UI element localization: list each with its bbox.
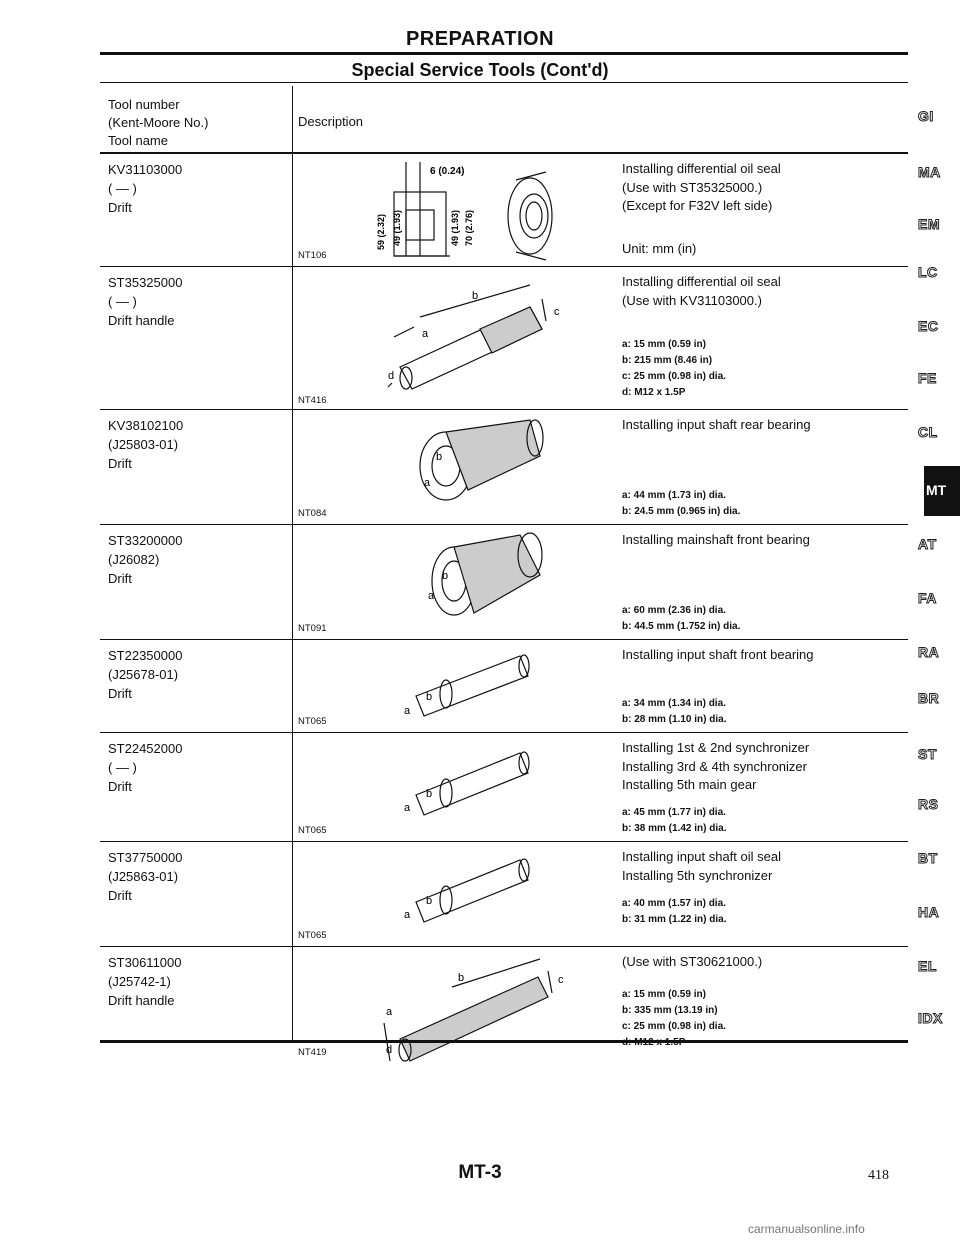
figure-code: NT091 xyxy=(298,623,327,634)
tool-number: ST30611000 xyxy=(108,955,182,970)
tool-name: Drift xyxy=(108,779,132,794)
table-row xyxy=(100,842,908,947)
watermark: carmanualsonline.info xyxy=(748,1222,865,1236)
header-kent-moore: (Kent-Moore No.) xyxy=(108,115,209,130)
tool-cell xyxy=(108,531,182,588)
spec-list xyxy=(622,603,740,635)
tool-cell xyxy=(108,160,182,217)
description xyxy=(622,646,814,665)
table-bottom-rule xyxy=(100,1040,908,1043)
spec-list xyxy=(622,805,726,837)
side-index-em[interactable]: EM xyxy=(918,216,940,232)
description-line: (Use with ST35325000.) xyxy=(622,179,763,195)
kent-moore-number: ( — ) xyxy=(108,181,137,196)
description-line: Installing 5th main gear xyxy=(622,777,757,792)
dim-d: 70 (2.76) xyxy=(464,209,474,246)
tool-number: ST22452000 xyxy=(108,741,183,756)
kent-moore-number: (J25863-01) xyxy=(108,869,179,884)
spec-line: a: 60 mm (2.36 in) dia. xyxy=(622,605,726,616)
tool-name: Drift handle xyxy=(108,993,175,1008)
side-index-ra[interactable]: RA xyxy=(918,644,940,660)
spec-line: a: 40 mm (1.57 in) dia. xyxy=(622,898,726,909)
side-index-idx[interactable]: IDX xyxy=(918,1010,943,1026)
side-index-cl[interactable]: CL xyxy=(918,424,938,440)
side-index-at[interactable]: AT xyxy=(918,536,937,552)
table-row xyxy=(100,947,908,1065)
side-index-lc[interactable]: LC xyxy=(918,264,938,280)
figure-code: NT065 xyxy=(298,930,327,941)
label-b: b xyxy=(458,972,465,984)
description-line: Installing input shaft front bearing xyxy=(622,647,814,662)
page-code: MT-3 xyxy=(458,1162,502,1183)
subtitle-rule xyxy=(100,82,908,83)
description-line: Installing input shaft oil seal xyxy=(622,849,781,864)
spec-line: b: 335 mm (13.19 in) xyxy=(622,1005,718,1016)
side-index-bt[interactable]: BT xyxy=(918,850,938,866)
spec-list xyxy=(622,337,726,401)
kent-moore-number: (J25742-1) xyxy=(108,974,171,989)
spec-list xyxy=(622,696,726,728)
side-index-ec[interactable]: EC xyxy=(918,318,939,334)
description xyxy=(622,273,781,310)
spec-line: a: 45 mm (1.77 in) dia. xyxy=(622,807,726,818)
description-line: Installing 5th synchronizer xyxy=(622,867,773,883)
table-row xyxy=(100,154,908,267)
tools-table xyxy=(100,86,908,1065)
table-row xyxy=(100,410,908,525)
label-a: a xyxy=(424,477,431,489)
header-description: Description xyxy=(298,114,364,129)
drift-illustration xyxy=(340,158,570,262)
tool-name: Drift xyxy=(108,686,132,701)
tool-number: ST33200000 xyxy=(108,533,183,548)
tool-cell xyxy=(108,416,183,473)
page-subtitle: Special Service Tools (Cont'd) xyxy=(351,60,609,80)
page-number: 418 xyxy=(868,1168,889,1183)
header-tool-number: Tool number xyxy=(108,97,180,112)
label-c: c xyxy=(554,306,560,318)
tool-cell xyxy=(108,953,182,1010)
dim-top: 6 (0.24) xyxy=(430,166,465,177)
description-line: Installing differential oil seal xyxy=(622,161,781,176)
spec-line: b: 44.5 mm (1.752 in) dia. xyxy=(622,621,741,632)
description xyxy=(622,848,781,885)
side-index-ma[interactable]: MA xyxy=(918,164,941,180)
spec-line: b: 38 mm (1.42 in) dia. xyxy=(622,823,727,834)
side-index-gi[interactable]: GI xyxy=(918,108,934,124)
description xyxy=(622,739,809,795)
drift-illustration xyxy=(370,529,560,629)
label-b: b xyxy=(442,570,449,582)
figure-code: NT084 xyxy=(298,508,327,519)
description-line: Installing differential oil seal xyxy=(622,274,781,289)
tool-number: ST35325000 xyxy=(108,275,183,290)
label-a: a xyxy=(422,328,429,340)
drift-handle-illustration xyxy=(360,953,580,1063)
label-a: a xyxy=(386,1006,393,1018)
spec-list xyxy=(622,488,740,520)
tool-number: ST22350000 xyxy=(108,648,183,663)
spec-line: b: 28 mm (1.10 in) dia. xyxy=(622,714,727,725)
label-b: b xyxy=(426,788,433,800)
spec-line: c: 25 mm (0.98 in) dia. xyxy=(622,371,726,382)
tool-number: ST37750000 xyxy=(108,850,183,865)
drift-illustration xyxy=(370,416,560,516)
header-tool-name: Tool name xyxy=(108,133,168,148)
description-line: Installing input shaft rear bearing xyxy=(622,417,811,432)
label-b: b xyxy=(426,691,433,703)
label-b: b xyxy=(436,451,443,463)
description xyxy=(622,416,811,435)
label-b: b xyxy=(426,895,433,907)
tool-name: Drift xyxy=(108,571,132,586)
figure-code: NT106 xyxy=(298,250,327,261)
label-d: d xyxy=(388,370,395,382)
label-c: c xyxy=(558,974,564,986)
tool-cell xyxy=(108,646,182,703)
kent-moore-number: (J25803-01) xyxy=(108,437,179,452)
description xyxy=(622,160,781,216)
title-rule xyxy=(100,52,908,55)
tool-name: Drift xyxy=(108,456,132,471)
description-line: Installing 1st & 2nd synchronizer xyxy=(622,740,810,755)
page-title: PREPARATION xyxy=(405,28,555,50)
tool-name: Drift handle xyxy=(108,313,175,328)
table-row xyxy=(100,267,908,410)
label-d: d xyxy=(386,1044,393,1056)
tool-number: KV31103000 xyxy=(108,162,183,177)
side-index-ha[interactable]: HA xyxy=(918,904,940,920)
table-row xyxy=(100,525,908,640)
tool-cell xyxy=(108,739,182,796)
tool-cell xyxy=(108,848,182,905)
spec-line: a: 44 mm (1.73 in) dia. xyxy=(622,490,726,501)
table-row xyxy=(100,733,908,842)
header-tool-column xyxy=(108,96,208,150)
kent-moore-number: (J26082) xyxy=(108,552,160,567)
spec-line: c: 25 mm (0.98 in) dia. xyxy=(622,1021,726,1032)
dim-b: 49 (1.93) xyxy=(392,209,402,246)
side-index-el[interactable]: EL xyxy=(918,958,937,974)
label-a: a xyxy=(404,909,411,921)
side-index-br[interactable]: BR xyxy=(918,690,940,706)
side-index-st[interactable]: ST xyxy=(918,746,937,762)
side-index-fa[interactable]: FA xyxy=(918,590,937,606)
unit-label: Unit: mm (in) xyxy=(622,241,697,256)
kent-moore-number: ( — ) xyxy=(108,294,137,309)
description-line: Installing mainshaft front bearing xyxy=(622,532,810,547)
kent-moore-number: (J25678-01) xyxy=(108,667,179,682)
spec-line: b: 215 mm (8.46 in) xyxy=(622,355,713,366)
kent-moore-number: ( — ) xyxy=(108,760,137,775)
tool-number: KV38102100 xyxy=(108,418,184,433)
label-b: b xyxy=(472,290,479,302)
side-index-mt-label: MT xyxy=(926,482,947,498)
label-a: a xyxy=(404,802,411,814)
dim-a: 59 (2.32) xyxy=(376,213,386,250)
figure-code: NT065 xyxy=(298,716,327,727)
label-a: a xyxy=(404,705,411,717)
description-line: (Use with KV31103000.) xyxy=(622,292,762,308)
figure-code: NT065 xyxy=(298,825,327,836)
spec-line: d: M12 x 1.5P xyxy=(622,387,686,398)
dim-c: 49 (1.93) xyxy=(450,209,460,246)
spec-line: b: 24.5 mm (0.965 in) dia. xyxy=(622,506,741,517)
drift-illustration xyxy=(370,646,560,726)
drift-illustration xyxy=(370,741,560,831)
side-index-fe[interactable]: FE xyxy=(918,370,937,386)
description xyxy=(622,531,810,550)
spec-line: b: 31 mm (1.22 in) dia. xyxy=(622,914,727,925)
figure-code: NT419 xyxy=(298,1047,327,1058)
spec-list xyxy=(622,896,726,928)
tool-cell xyxy=(108,273,182,330)
side-index-mt-active[interactable] xyxy=(924,466,960,516)
spec-line: a: 15 mm (0.59 in) xyxy=(622,989,706,1000)
spec-line: a: 15 mm (0.59 in) xyxy=(622,339,706,350)
description-line: (Use with ST30621000.) xyxy=(622,954,763,969)
description xyxy=(622,953,762,972)
spec-line: a: 34 mm (1.34 in) dia. xyxy=(622,698,726,709)
tool-name: Drift xyxy=(108,888,132,903)
drift-handle-illustration xyxy=(360,277,580,392)
description-line: (Except for F32V left side) xyxy=(622,198,773,213)
tool-name: Drift xyxy=(108,200,132,215)
description-line: Installing 3rd & 4th synchronizer xyxy=(622,758,807,774)
spec-line: d: M12 x 1.5P xyxy=(622,1037,686,1048)
label-a: a xyxy=(428,590,435,602)
figure-code: NT416 xyxy=(298,395,327,406)
table-header xyxy=(100,86,908,154)
drift-illustration xyxy=(370,848,560,938)
side-index-rs[interactable]: RS xyxy=(918,796,939,812)
table-row xyxy=(100,640,908,733)
